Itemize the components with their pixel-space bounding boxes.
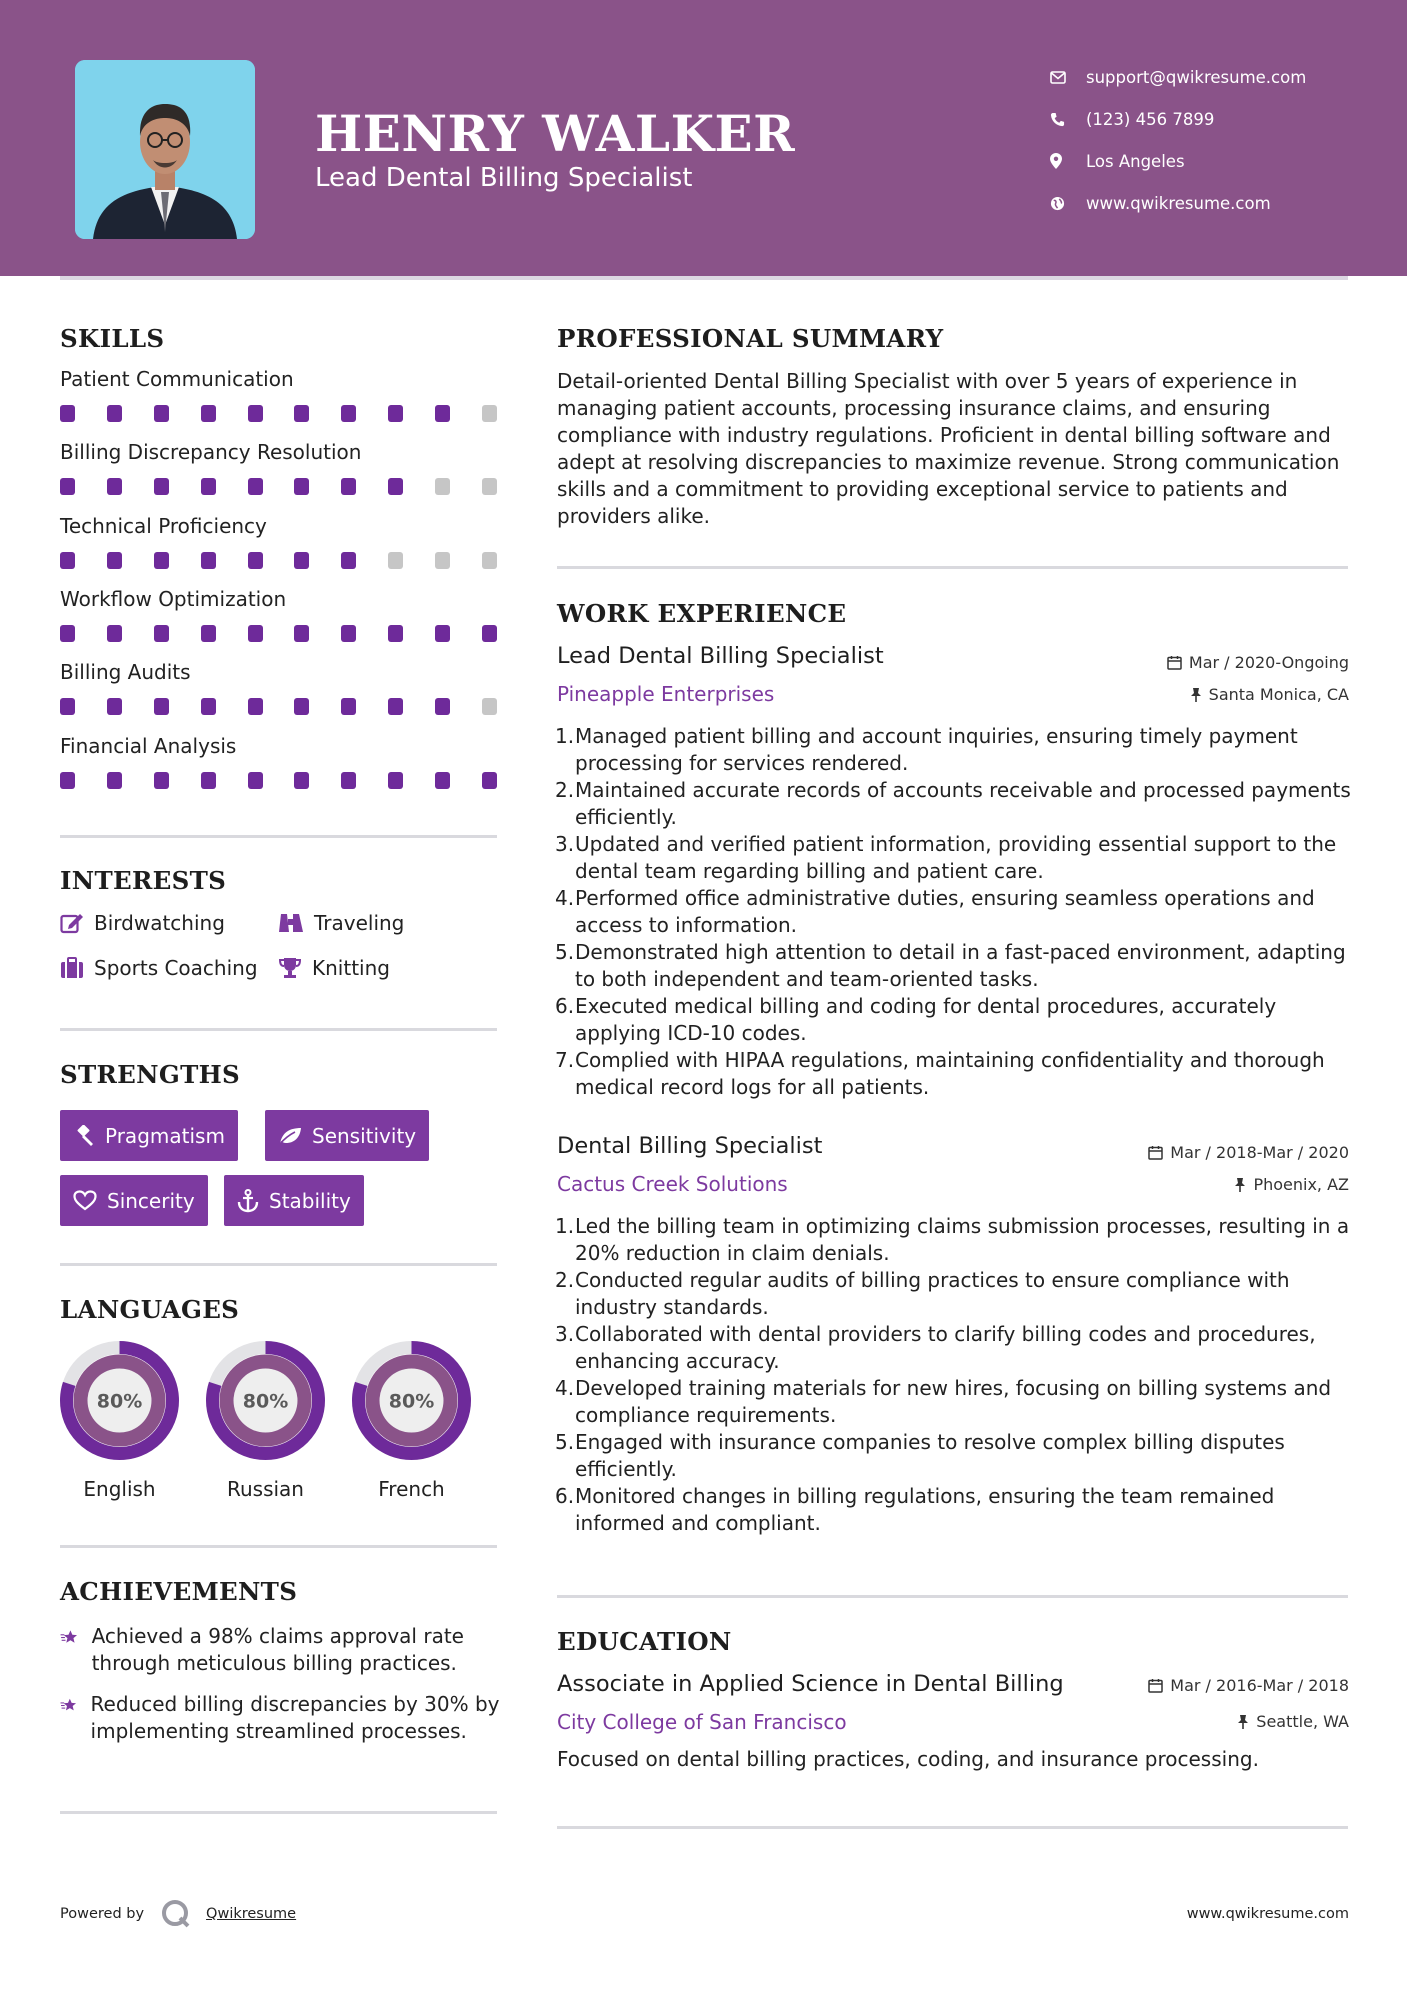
skill-name: Billing Audits: [60, 660, 191, 685]
rating-dot-filled: [248, 772, 263, 789]
achievement-text: Reduced billing discrepancies by 30% by implementing streamlined processes.: [90, 1692, 500, 1743]
job-bullet: Led the billing team in optimizing claims submission processes, resulting in a 20% reduction in claim denials.: [575, 1214, 1350, 1265]
contact-list: [1050, 56, 1370, 224]
strength-label: Pragmatism: [105, 1123, 225, 1148]
rating-dot-filled: [388, 698, 403, 715]
contact-phone-text: (123) 456 7899: [1086, 109, 1215, 129]
rating-dot-empty: [435, 478, 450, 495]
contact-location: [1050, 140, 1370, 182]
job-location: [1234, 1175, 1349, 1194]
rating-dot-filled: [341, 772, 356, 789]
interests-heading: INTERESTS: [60, 866, 227, 895]
language-percent: 80%: [242, 1390, 289, 1413]
rating-dot-filled: [154, 698, 169, 715]
rating-dot-filled: [435, 625, 450, 642]
education-school: City College of San Francisco: [557, 1710, 847, 1734]
rating-dot-filled: [294, 625, 309, 642]
strength-tag: [60, 1110, 238, 1161]
language-item: [349, 1338, 474, 1501]
rating-dot-filled: [201, 625, 216, 642]
languages-divider: [60, 1545, 497, 1548]
leaf-icon: [278, 1126, 302, 1146]
strengths-divider: [60, 1263, 497, 1266]
strength-label: Sincerity: [107, 1188, 195, 1213]
footer-website[interactable]: www.qwikresume.com: [1186, 1906, 1349, 1922]
experience-divider: [557, 1595, 1348, 1598]
strength-label: Stability: [269, 1188, 351, 1213]
rating-dot-filled: [248, 478, 263, 495]
language-name: French: [378, 1477, 445, 1501]
rating-dot-filled: [294, 405, 309, 422]
job-bullet: Demonstrated high attention to detail in a fast-paced environment, adapting to both independent and team-oriented tasks.: [575, 940, 1346, 991]
rating-dot-filled: [388, 478, 403, 495]
rating-dot-empty: [482, 405, 497, 422]
interest-label: Sports Coaching: [94, 956, 258, 980]
calendar-icon: [1167, 655, 1182, 670]
job-bullet: Updated and verified patient information, providing essential support to the dental team regarding billing and patient care.: [575, 832, 1337, 883]
calendar-icon: [1148, 1678, 1163, 1693]
pushpin-icon: [1190, 687, 1202, 702]
skill-rating: [60, 405, 497, 422]
skill-item: [60, 514, 500, 569]
rating-dot-filled: [201, 405, 216, 422]
rating-dot-filled: [248, 405, 263, 422]
rating-dot-filled: [107, 698, 122, 715]
rating-dot-filled: [341, 625, 356, 642]
rating-dot-filled: [201, 552, 216, 569]
skill-name: Billing Discrepancy Resolution: [60, 440, 362, 465]
rating-dot-empty: [482, 478, 497, 495]
interest-label: Knitting: [312, 956, 390, 980]
job-bullets: [557, 1213, 1352, 1537]
job-bullet: Collaborated with dental providers to clarify billing codes and procedures, enhancing accuracy.: [575, 1322, 1316, 1373]
rating-dot-filled: [60, 552, 75, 569]
rating-dot-filled: [435, 405, 450, 422]
interest-item: [278, 956, 390, 980]
job-bullet: Monitored changes in billing regulations, ensuring the team remained informed and compliant.: [575, 1484, 1275, 1535]
education-dates-text: Mar / 2016-Mar / 2018: [1170, 1676, 1349, 1695]
email-icon: [1050, 71, 1086, 84]
job-title: Dental Billing Specialist: [557, 1133, 823, 1159]
language-name: English: [83, 1477, 156, 1501]
strength-tag: [60, 1175, 208, 1226]
resume-header: [0, 0, 1407, 276]
heart-icon: [73, 1190, 97, 1211]
job-location-text: Phoenix, AZ: [1253, 1175, 1349, 1194]
job-location: [1190, 685, 1349, 704]
achievement-item: [60, 1691, 500, 1745]
powered-by-text: Powered by: [60, 1906, 145, 1922]
rating-dot-filled: [341, 478, 356, 495]
skill-item: [60, 367, 500, 422]
star-badge-icon: [60, 1691, 77, 1719]
gavel-icon: [73, 1125, 95, 1147]
rating-dot-filled: [154, 478, 169, 495]
job-bullet: Performed office administrative duties, ensuring seamless operations and access to information.: [575, 886, 1315, 937]
contact-website-text: www.qwikresume.com: [1086, 193, 1271, 213]
rating-dot-filled: [201, 478, 216, 495]
language-item: [203, 1338, 328, 1501]
achievements-divider: [60, 1811, 497, 1814]
rating-dot-filled: [201, 772, 216, 789]
rating-dot-filled: [294, 478, 309, 495]
skill-rating: [60, 698, 497, 715]
rating-dot-filled: [107, 478, 122, 495]
globe-icon: [1050, 196, 1086, 211]
job-company: Pineapple Enterprises: [557, 682, 775, 706]
pushpin-icon: [1237, 1714, 1249, 1729]
rating-dot-filled: [435, 698, 450, 715]
experience-heading: WORK EXPERIENCE: [557, 599, 847, 628]
education-description: Focused on dental billing practices, coding, and insurance processing.: [557, 1747, 1259, 1771]
education-divider: [557, 1826, 1348, 1829]
rating-dot-empty: [388, 552, 403, 569]
binoculars-icon: [278, 912, 304, 934]
interest-label: Birdwatching: [94, 911, 225, 935]
strengths-heading: STRENGTHS: [60, 1060, 241, 1089]
skills-heading: SKILLS: [60, 324, 165, 353]
skill-item: [60, 734, 500, 789]
language-ring: [57, 1338, 182, 1463]
skill-name: Patient Communication: [60, 367, 294, 391]
job-dates-text: Mar / 2018-Mar / 2020: [1170, 1143, 1349, 1162]
summary-text: Detail-oriented Dental Billing Specialist with over 5 years of experience in managing patient accounts, processing insurance claims, and ensuring compliance with industry regulations. Proficient in dental billing software and adept at resolving discrepancies to maximize revenue. Strong communication skills and a commitment to providing exceptional service to patients and providers alike.: [557, 369, 1340, 528]
rating-dot-empty: [435, 552, 450, 569]
rating-dot-filled: [60, 772, 75, 789]
anchor-icon: [237, 1189, 259, 1213]
rating-dot-filled: [60, 698, 75, 715]
rating-dot-filled: [60, 625, 75, 642]
interests-divider: [60, 1028, 497, 1031]
contact-email-text: support@qwikresume.com: [1086, 67, 1307, 87]
job-location-text: Santa Monica, CA: [1208, 685, 1349, 704]
rating-dot-filled: [154, 625, 169, 642]
language-name: Russian: [226, 1477, 304, 1501]
header-divider: [60, 276, 1348, 280]
skill-rating: [60, 772, 497, 789]
skill-item: [60, 440, 500, 495]
candidate-name: HENRY WALKER: [315, 104, 796, 163]
strength-tag: [265, 1110, 429, 1161]
education-heading: EDUCATION: [557, 1627, 732, 1656]
rating-dot-empty: [482, 698, 497, 715]
summary-heading: PROFESSIONAL SUMMARY: [557, 324, 944, 353]
rating-dot-filled: [482, 772, 497, 789]
rating-dot-filled: [107, 405, 122, 422]
footer-powered: [60, 1898, 296, 1930]
rating-dot-filled: [107, 552, 122, 569]
summary-divider: [557, 566, 1348, 569]
edit-icon: [60, 912, 84, 934]
skill-rating: [60, 625, 497, 642]
contact-phone[interactable]: [1050, 98, 1370, 140]
briefcase-icon: [60, 957, 84, 979]
contact-location-text: Los Angeles: [1086, 151, 1185, 171]
language-percent: 80%: [96, 1390, 143, 1413]
skill-name: Technical Proficiency: [60, 513, 267, 538]
job-dates: [1167, 653, 1349, 672]
job-bullet: Managed patient billing and account inquiries, ensuring timely payment processing for services rendered.: [575, 724, 1298, 775]
qwikresume-logo-icon: [160, 1898, 192, 1930]
pushpin-icon: [1234, 1177, 1246, 1192]
achievement-text: Achieved a 98% claims approval rate through meticulous billing practices.: [91, 1624, 464, 1675]
skill-item: [60, 587, 500, 642]
rating-dot-filled: [107, 772, 122, 789]
interest-item: [60, 911, 225, 935]
job-title: Lead Dental Billing Specialist: [557, 643, 884, 669]
rating-dot-filled: [435, 772, 450, 789]
job-bullets: [557, 723, 1352, 1101]
job-dates-text: Mar / 2020-Ongoing: [1188, 653, 1349, 672]
rating-dot-filled: [388, 625, 403, 642]
location-pin-icon: [1050, 153, 1086, 169]
languages-heading: LANGUAGES: [60, 1295, 240, 1324]
rating-dot-filled: [388, 772, 403, 789]
trophy-icon: [278, 957, 302, 979]
education-dates: [1148, 1676, 1349, 1695]
rating-dot-filled: [154, 405, 169, 422]
rating-dot-filled: [341, 552, 356, 569]
rating-dot-filled: [248, 625, 263, 642]
interest-item: [60, 956, 258, 980]
skill-item: [60, 660, 500, 715]
job-bullet: Conducted regular audits of billing practices to ensure compliance with industry standards.: [575, 1268, 1290, 1319]
candidate-title: Lead Dental Billing Specialist: [315, 163, 693, 193]
rating-dot-filled: [248, 698, 263, 715]
job-bullet: Maintained accurate records of accounts receivable and processed payments efficiently.: [575, 778, 1351, 829]
education-location: [1237, 1712, 1349, 1731]
job-bullet: Executed medical billing and coding for dental procedures, accurately applying ICD-10 codes.: [575, 994, 1277, 1045]
job-bullet: Developed training materials for new hires, focusing on billing systems and compliance requirements.: [575, 1376, 1332, 1427]
job-dates: [1148, 1143, 1349, 1162]
rating-dot-filled: [60, 478, 75, 495]
skills-divider: [60, 835, 497, 838]
rating-dot-filled: [154, 772, 169, 789]
language-ring: [203, 1338, 328, 1463]
job-bullet: Engaged with insurance companies to resolve complex billing disputes efficiently.: [575, 1430, 1285, 1481]
star-badge-icon: [60, 1623, 78, 1651]
interest-label: Traveling: [314, 911, 405, 935]
achievement-item: [60, 1623, 500, 1677]
rating-dot-filled: [341, 698, 356, 715]
rating-dot-filled: [154, 552, 169, 569]
contact-email[interactable]: [1050, 56, 1370, 98]
rating-dot-empty: [482, 552, 497, 569]
education-location-text: Seattle, WA: [1256, 1712, 1349, 1731]
calendar-icon: [1148, 1145, 1163, 1160]
rating-dot-filled: [294, 698, 309, 715]
rating-dot-filled: [294, 772, 309, 789]
skill-name: Workflow Optimization: [60, 586, 287, 611]
rating-dot-filled: [201, 698, 216, 715]
rating-dot-filled: [107, 625, 122, 642]
phone-icon: [1050, 112, 1086, 127]
rating-dot-filled: [341, 405, 356, 422]
education-degree: Associate in Applied Science in Dental Billing: [557, 1671, 1064, 1697]
job-bullet: Complied with HIPAA regulations, maintaining confidentiality and thorough medical record logs for all patients.: [575, 1048, 1325, 1099]
language-item: [57, 1338, 182, 1501]
rating-dot-filled: [60, 405, 75, 422]
rating-dot-filled: [388, 405, 403, 422]
achievements-heading: ACHIEVEMENTS: [60, 1577, 298, 1606]
skill-name: Financial Analysis: [60, 733, 237, 758]
contact-website[interactable]: [1050, 182, 1370, 224]
rating-dot-filled: [482, 625, 497, 642]
skill-rating: [60, 552, 497, 569]
language-ring: [349, 1338, 474, 1463]
strength-label: Sensitivity: [312, 1123, 417, 1148]
strength-tag: [224, 1175, 364, 1226]
brand-link[interactable]: Qwikresume: [206, 1906, 297, 1922]
rating-dot-filled: [248, 552, 263, 569]
skill-rating: [60, 478, 497, 495]
rating-dot-filled: [294, 552, 309, 569]
job-company: Cactus Creek Solutions: [557, 1172, 788, 1196]
profile-photo: [75, 60, 255, 239]
interest-item: [278, 911, 404, 935]
language-percent: 80%: [388, 1390, 435, 1413]
